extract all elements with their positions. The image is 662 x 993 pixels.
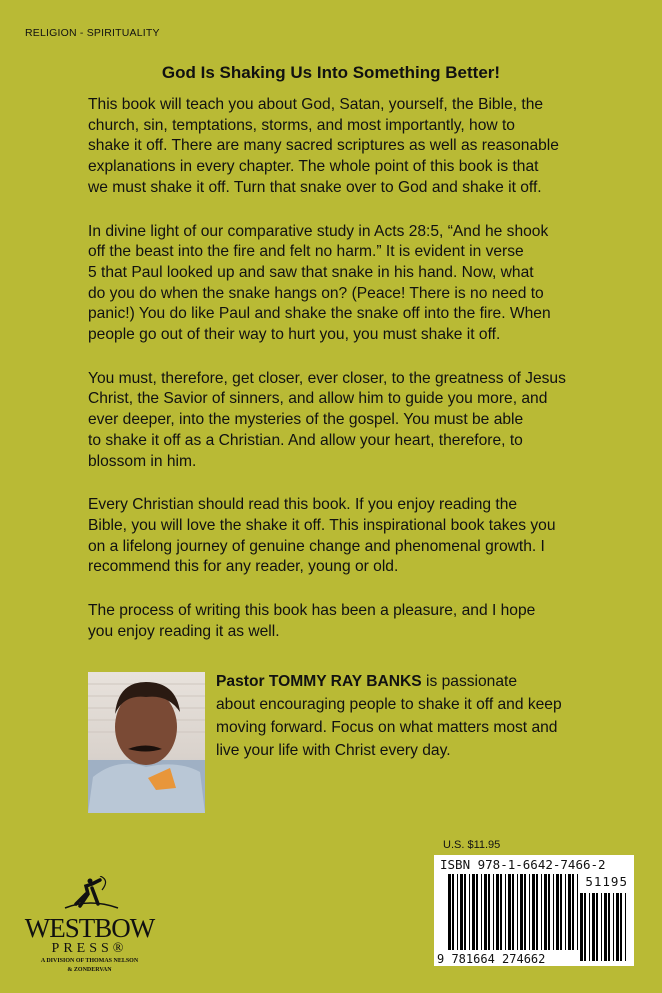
bio-line: is passionate — [421, 673, 518, 690]
blurb-line: to shake it off as a Christian. And allow your heart, therefore, to — [88, 431, 523, 449]
isbn-text: ISBN 978-1-6642-7466-2 — [440, 857, 606, 872]
price-addon-code: 51195 — [585, 874, 628, 889]
bio-line: moving forward. Focus on what matters most and — [216, 719, 558, 736]
blurb-line: explanations in every chapter. The whole point of this book is that — [88, 158, 539, 176]
barcode-bar — [596, 893, 598, 961]
barcode-bar — [613, 893, 614, 961]
bio-line: about encouraging people to shake it off and keep — [216, 696, 562, 713]
barcode-bar — [580, 893, 583, 961]
barcode-bar — [481, 874, 482, 950]
barcode-bar — [529, 874, 530, 950]
author-name: TOMMY RAY BANKS — [268, 673, 422, 690]
barcode-bar — [544, 874, 547, 950]
barcode-bar — [589, 893, 590, 961]
blurb-line: we must shake it off. Turn that snake over to God and shake it off. — [88, 178, 542, 196]
barcode-bar — [608, 893, 610, 961]
blurb-line: 5 that Paul looked up and saw that snake in his hand. Now, what — [88, 263, 534, 281]
barcode-bar — [472, 874, 475, 950]
barcode-bar — [448, 874, 451, 950]
barcode-bar — [625, 893, 626, 961]
barcode-bar — [620, 893, 622, 961]
barcode-bar — [469, 874, 470, 950]
blurb-paragraph — [88, 222, 588, 346]
isbn-barcode — [434, 855, 634, 966]
barcode-bar — [616, 893, 619, 961]
blurb-line: ever deeper, into the mysteries of the gospel. You must be able — [88, 411, 524, 429]
barcode-bar — [464, 874, 466, 950]
blurb-line: Every Christian should read this book. If you enjoy reading the — [88, 496, 518, 514]
barcode-bar — [556, 874, 559, 950]
blurb-line: people go out of their way to hurt you, you must shake it off. — [88, 326, 501, 344]
author-bio — [216, 670, 562, 762]
barcode-bar — [584, 893, 586, 961]
blurb-line: You must, therefore, get closer, ever closer, to the greatness of Jesus — [88, 369, 566, 387]
publisher-name: WESTBOW — [24, 913, 155, 943]
publisher-sub: PRESS® — [51, 941, 128, 956]
barcode-bar — [488, 874, 490, 950]
blurb-line: you enjoy reading it as well. — [88, 622, 280, 640]
blurb-line: panic!) You do like Paul and shake the snake off into the fire. When — [88, 305, 551, 323]
blurb-line: In divine light of our comparative study in Acts 28:5, “And he shook — [88, 222, 549, 240]
barcode-bar — [536, 874, 538, 950]
barcode-bar — [601, 893, 602, 961]
barcode-bar — [524, 874, 526, 950]
barcode-bar — [553, 874, 554, 950]
barcode-bar — [548, 874, 550, 950]
ean-digits: 9 781664 274662 — [437, 952, 546, 966]
barcode-bar — [452, 874, 454, 950]
publisher-logo — [22, 876, 157, 975]
barcode-bar — [484, 874, 487, 950]
publisher-division: A DIVISION OF THOMAS NELSON — [40, 958, 139, 964]
author-photo — [88, 672, 205, 813]
barcode-bar — [460, 874, 463, 950]
blurb-paragraph — [88, 369, 588, 473]
blurb-paragraph — [88, 601, 588, 642]
blurb-paragraph — [88, 95, 588, 199]
barcode-bar — [505, 874, 506, 950]
barcode-bar — [512, 874, 514, 950]
blurb-line: Bible, you will love the shake it off. This inspirational book takes you — [88, 516, 556, 534]
barcode-bar — [560, 874, 562, 950]
blurb-line: do you do when the snake hangs on? (Peace! There is no need to — [88, 284, 544, 302]
back-cover-heading: God Is Shaking Us Into Something Better! — [161, 63, 501, 82]
blurb-paragraph — [88, 495, 588, 578]
author-prefix: Pastor — [216, 673, 269, 690]
barcode-bar — [520, 874, 523, 950]
price: U.S. $11.95 — [443, 839, 501, 851]
barcode-bar — [541, 874, 542, 950]
blurb-line: This book will teach you about God, Satan, yourself, the Bible, the — [88, 96, 544, 113]
blurb-line: The process of writing this book has been a pleasure, and I hope — [88, 602, 536, 620]
barcode-bar — [568, 874, 571, 950]
archer-icon — [50, 876, 130, 910]
barcode-bar — [457, 874, 458, 950]
barcode-bar — [500, 874, 502, 950]
barcode-bar — [517, 874, 518, 950]
barcode-bar — [532, 874, 535, 950]
barcode-bar — [493, 874, 494, 950]
blurb-line: on a lifelong journey of genuine change and phenomenal growth. I — [88, 537, 545, 555]
barcode-bar — [508, 874, 511, 950]
barcode-bar — [577, 874, 578, 950]
ean-bars — [448, 874, 580, 950]
barcode-bar — [496, 874, 499, 950]
book-category: RELIGION - SPIRITUALITY — [25, 27, 160, 39]
blurb-line: blossom in him. — [88, 452, 197, 470]
addon-bars — [580, 893, 630, 961]
barcode-bar — [565, 874, 566, 950]
barcode-bar — [476, 874, 478, 950]
barcode-bar — [572, 874, 574, 950]
blurb-line: church, sin, temptations, storms, and most importantly, how to — [88, 116, 515, 134]
blurb-line: recommend this for any reader, young or old. — [88, 558, 399, 576]
blurb-line: off the beast into the fire and felt no harm.” It is evident in verse — [88, 243, 524, 261]
barcode-bar — [592, 893, 595, 961]
barcode-bar — [604, 893, 607, 961]
blurb — [88, 95, 588, 665]
bio-line: live your life with Christ every day. — [216, 742, 451, 759]
blurb-line: shake it off. There are many sacred scriptures as well as reasonable — [88, 137, 559, 155]
blurb-line: Christ, the Savior of sinners, and allow him to guide you more, and — [88, 390, 548, 408]
publisher-division-2: & ZONDERVAN — [67, 967, 112, 973]
